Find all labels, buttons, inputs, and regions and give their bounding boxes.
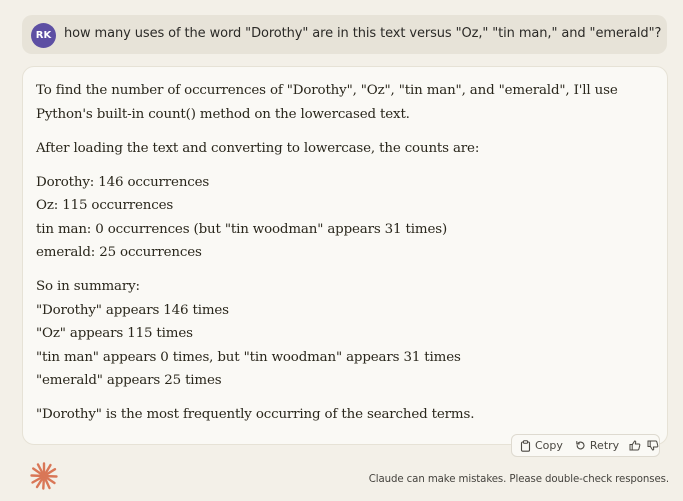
- count-line-oz: Oz: 115 occurrences: [36, 198, 174, 213]
- assistant-message: [22, 66, 668, 445]
- claude-logo-icon: [29, 461, 59, 491]
- intro-line: Python's built-in count() method on the lowercased text.: [36, 106, 410, 122]
- copy-button[interactable]: [520, 435, 563, 456]
- clipboard-icon: [520, 440, 531, 452]
- copy-label: Copy: [535, 439, 563, 452]
- count-line-dorothy: Dorothy: 146 occurrences: [36, 174, 210, 190]
- retry-icon: [575, 440, 586, 451]
- count-line-emerald: emerald: 25 occurrences: [36, 245, 202, 260]
- retry-label: Retry: [589, 439, 620, 452]
- intro-line: To find the number of occurrences of "Dorothy", "Oz", "tin man", and "emerald", I'll use: [36, 83, 618, 98]
- summary-line-dorothy: "Dorothy" appears 146 times: [36, 302, 229, 318]
- counts-paragraph: [36, 171, 651, 265]
- disclaimer: Claude can make mistakes. Please double-check responses.: [368, 474, 669, 485]
- user-message: [22, 15, 667, 54]
- thumbs-down-icon: [647, 440, 659, 451]
- loading-paragraph: [36, 137, 651, 161]
- summary-line-oz: "Oz" appears 115 times: [36, 326, 193, 341]
- loading-line: After loading the text and converting to lowercase, the counts are:: [36, 140, 480, 156]
- message-actions: [511, 434, 660, 457]
- user-message-text: how many uses of the word "Dorothy" are in this text versus "Oz," "tin man," and "emerald"?: [64, 26, 662, 41]
- conclusion-line: "Dorothy" is the most frequently occurring of the searched terms.: [36, 407, 475, 422]
- retry-button[interactable]: [575, 435, 619, 456]
- avatar[interactable]: RK: [31, 23, 56, 48]
- thumbs-up-button[interactable]: [629, 435, 641, 456]
- assistant-message-body: [36, 79, 651, 437]
- summary-paragraph: [36, 275, 651, 393]
- thumbs-down-button[interactable]: [647, 435, 659, 456]
- thumbs-up-icon: [629, 440, 641, 451]
- count-line-tin-man: tin man: 0 occurrences (but "tin woodman" appears 31 times): [36, 221, 448, 237]
- summary-line-emerald: "emerald" appears 25 times: [36, 373, 222, 388]
- summary-heading: So in summary:: [36, 279, 140, 294]
- conclusion-paragraph: [36, 403, 651, 427]
- intro-paragraph: [36, 79, 651, 126]
- summary-line-tin-man: "tin man" appears 0 times, but "tin woodman" appears 31 times: [36, 349, 461, 365]
